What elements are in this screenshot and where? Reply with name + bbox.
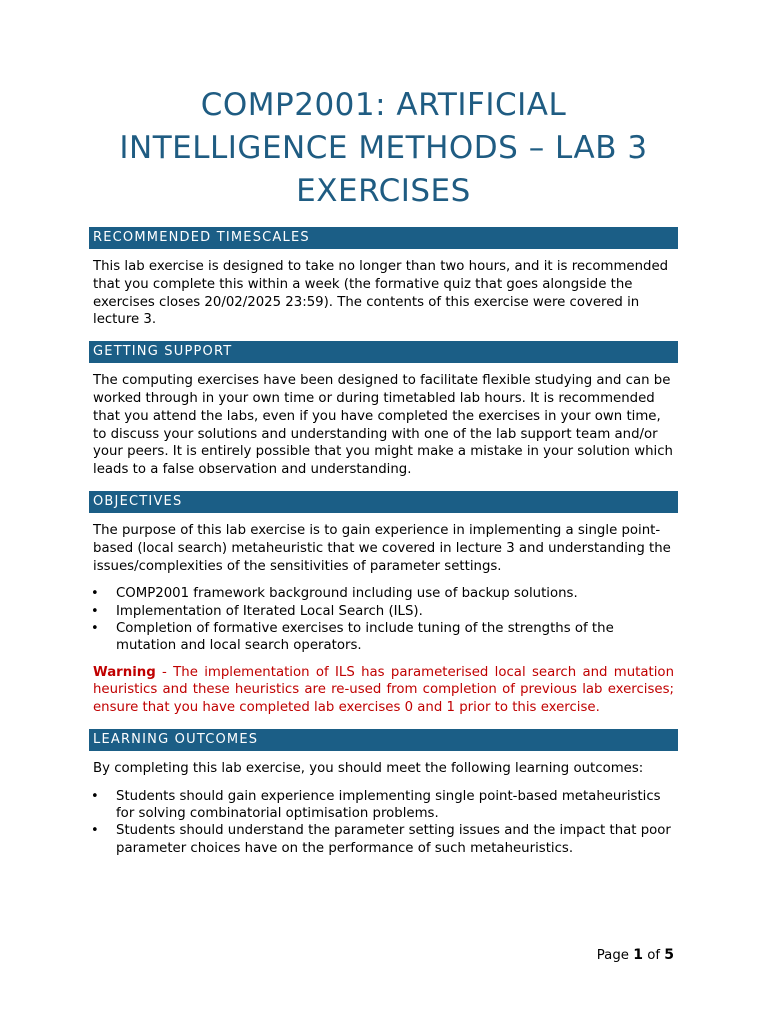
warning-label: Warning: [93, 664, 156, 680]
list-item: [89, 620, 678, 655]
objectives-list: [89, 585, 678, 654]
outcomes-list: [89, 788, 678, 857]
objectives-paragraph: The purpose of this lab exercise is to gain experience in implementing a single point-based (local search) metaheuristic that we covered in lecture 3 and understanding the issues/complexities of the sensitivities of parameter settings.: [93, 522, 671, 574]
section-heading-objectives: OBJECTIVES: [89, 491, 678, 513]
list-item-text: COMP2001 framework background including use of backup solutions.: [116, 586, 578, 602]
list-item: [89, 603, 678, 620]
page-title: COMP2001: ARTIFICIAL INTELLIGENCE METHODS – LAB 3 EXERCISES: [119, 87, 648, 209]
page-word: Page: [596, 948, 629, 963]
timescales-paragraph: This lab exercise is designed to take no longer than two hours, and it is recommended that you complete this within a week (the formative quiz that goes alongside the exercises closes 20/02/2025 23:59). The contents of this exercise were covered in lecture 3.: [93, 259, 669, 328]
warning-note: [93, 664, 674, 717]
section-heading-timescales: RECOMMENDED TIMESCALES: [89, 227, 678, 249]
section-heading-support: GETTING SUPPORT: [89, 341, 678, 363]
bullet-icon: •: [91, 586, 99, 602]
bullet-icon: •: [91, 620, 99, 636]
current-page-number: 1: [633, 947, 643, 963]
list-item: [89, 585, 678, 602]
list-item-text: Students should understand the parameter setting issues and the impact that poor parameter choices have on the performance of such metaheuristics.: [116, 823, 671, 856]
of-word: of: [647, 948, 661, 963]
list-item: [89, 822, 678, 857]
bullet-icon: •: [91, 823, 99, 839]
support-paragraph: The computing exercises have been designed to facilitate flexible studying and can be worked through in your own time or during timetabled lab hours. It is recommended that you attend the labs, even if you have completed the exercises in your own time, to discuss your solutions and understanding with one of the lab support team and/or your peers. It is entirely possible that you might make a mistake in your solution which leads to a false observation and understanding.: [93, 373, 673, 478]
outcomes-paragraph: By completing this lab exercise, you should meet the following learning outcomes:: [93, 760, 644, 776]
warning-text: - The implementation of ILS has parameterised local search and mutation heuristics and these heuristics are re-used from completion of previous lab exercises; ensure that you have completed lab exercises 0 and 1 prior to this exercise.: [93, 664, 674, 716]
bullet-icon: •: [91, 788, 99, 804]
list-item-text: Students should gain experience implementing single point-based metaheuristics for solving combinatorial optimisation problems.: [116, 788, 661, 822]
list-item-text: Completion of formative exercises to include tuning of the strengths of the mutation and local search operators.: [116, 620, 614, 654]
page-number-footer: [597, 947, 674, 963]
list-item: [89, 788, 678, 823]
total-page-number: 5: [664, 947, 674, 963]
bullet-icon: •: [91, 603, 99, 619]
list-item-text: Implementation of Iterated Local Search (ILS).: [116, 603, 423, 619]
section-heading-outcomes: LEARNING OUTCOMES: [89, 729, 678, 751]
document-page: [89, 0, 678, 857]
